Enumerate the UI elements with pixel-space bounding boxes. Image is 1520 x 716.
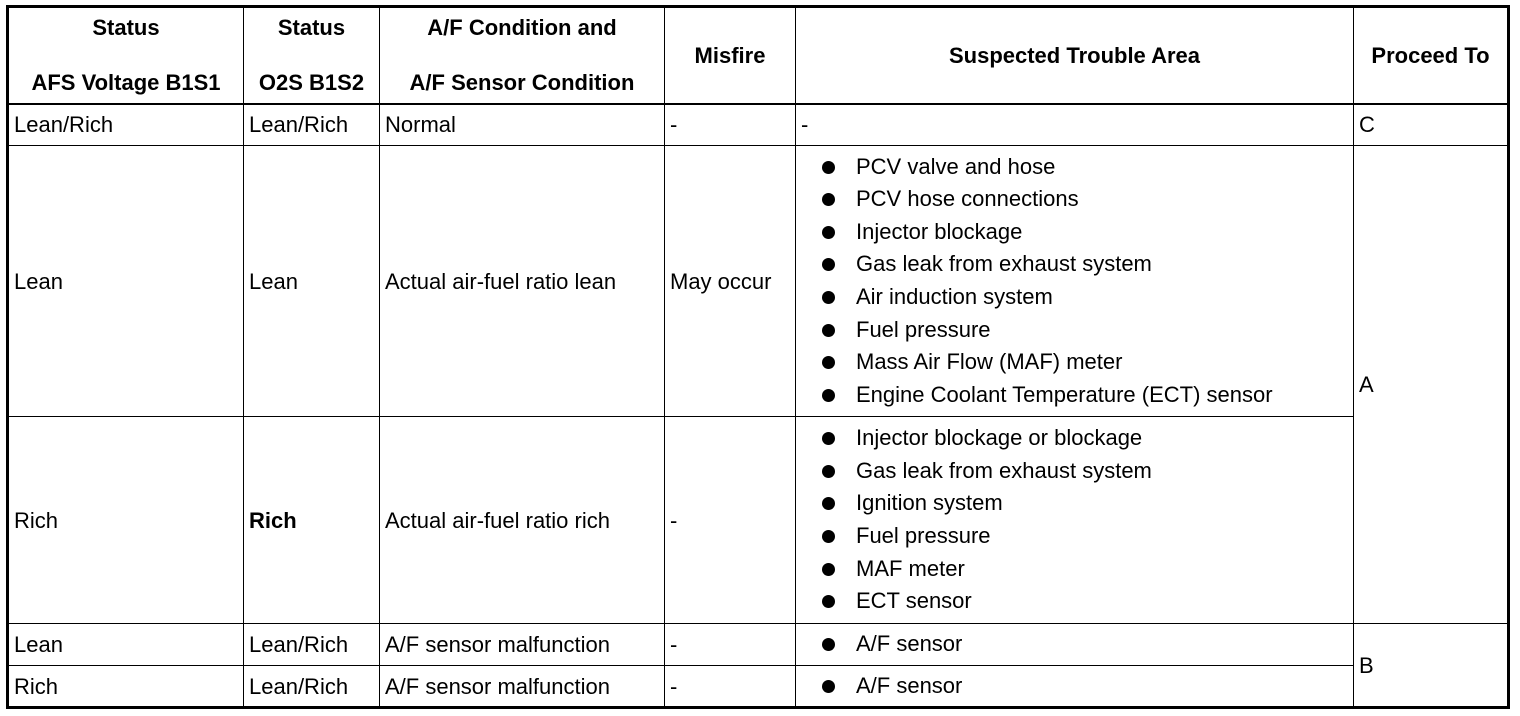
trouble-item: Fuel pressure	[822, 520, 1348, 553]
header-afs-line1: Status	[92, 15, 160, 41]
trouble-item: Gas leak from exhaust system	[822, 248, 1348, 281]
header-o2s-line2: O2S B1S2	[258, 70, 365, 96]
o2s-cell: Rich	[244, 417, 380, 624]
header-af-condition	[380, 7, 665, 104]
table-row	[8, 146, 1509, 417]
trouble-list	[801, 670, 1348, 703]
header-row	[8, 7, 1509, 104]
table-row	[8, 104, 1509, 146]
af-cell: Actual air-fuel ratio rich	[380, 417, 665, 624]
af-cell: A/F sensor malfunction	[380, 666, 665, 708]
trouble-item: A/F sensor	[822, 628, 1348, 661]
af-cell: Actual air-fuel ratio lean	[380, 146, 665, 417]
afs-cell: Lean	[8, 146, 244, 417]
trouble-list	[801, 151, 1348, 412]
header-proceed-to: Proceed To	[1354, 7, 1509, 104]
trouble-cell	[796, 624, 1354, 666]
o2s-cell: Lean/Rich	[244, 666, 380, 708]
misfire-cell: -	[665, 104, 796, 146]
header-af-line2: A/F Sensor Condition	[409, 70, 635, 96]
trouble-item: Gas leak from exhaust system	[822, 455, 1348, 488]
afs-cell: Rich	[8, 666, 244, 708]
trouble-item: Air induction system	[822, 281, 1348, 314]
trouble-list	[801, 628, 1348, 661]
o2s-cell: Lean	[244, 146, 380, 417]
misfire-cell: -	[665, 624, 796, 666]
header-o2s-line1: Status	[277, 15, 346, 41]
trouble-item: A/F sensor	[822, 670, 1348, 703]
trouble-cell: -	[796, 104, 1354, 146]
afs-cell: Rich	[8, 417, 244, 624]
trouble-item: Injector blockage or blockage	[822, 422, 1348, 455]
trouble-item: Injector blockage	[822, 216, 1348, 249]
proceed-cell: B	[1354, 624, 1509, 708]
table-row	[8, 417, 1509, 624]
proceed-cell: C	[1354, 104, 1509, 146]
table-row	[8, 666, 1509, 708]
trouble-item: PCV hose connections	[822, 183, 1348, 216]
header-trouble-area: Suspected Trouble Area	[796, 7, 1354, 104]
trouble-item: Mass Air Flow (MAF) meter	[822, 346, 1348, 379]
trouble-cell	[796, 146, 1354, 417]
o2s-cell: Lean/Rich	[244, 624, 380, 666]
misfire-cell: -	[665, 666, 796, 708]
af-cell: A/F sensor malfunction	[380, 624, 665, 666]
trouble-cell	[796, 417, 1354, 624]
diagnostic-table	[6, 5, 1510, 709]
header-misfire: Misfire	[665, 7, 796, 104]
trouble-list	[801, 422, 1348, 618]
afs-cell: Lean/Rich	[8, 104, 244, 146]
table-row	[8, 624, 1509, 666]
af-cell: Normal	[380, 104, 665, 146]
trouble-cell	[796, 666, 1354, 708]
header-afs-voltage	[8, 7, 244, 104]
trouble-item: Engine Coolant Temperature (ECT) sensor	[822, 379, 1348, 412]
o2s-cell: Lean/Rich	[244, 104, 380, 146]
header-afs-line2: AFS Voltage B1S1	[31, 70, 221, 96]
trouble-item: Fuel pressure	[822, 314, 1348, 347]
trouble-item: ECT sensor	[822, 585, 1348, 618]
misfire-cell: May occur	[665, 146, 796, 417]
trouble-item: MAF meter	[822, 553, 1348, 586]
header-af-line1: A/F Condition and	[427, 15, 617, 41]
trouble-item: Ignition system	[822, 487, 1348, 520]
header-o2s	[244, 7, 380, 104]
afs-cell: Lean	[8, 624, 244, 666]
trouble-item: PCV valve and hose	[822, 151, 1348, 184]
misfire-cell: -	[665, 417, 796, 624]
proceed-cell: A	[1354, 146, 1509, 624]
